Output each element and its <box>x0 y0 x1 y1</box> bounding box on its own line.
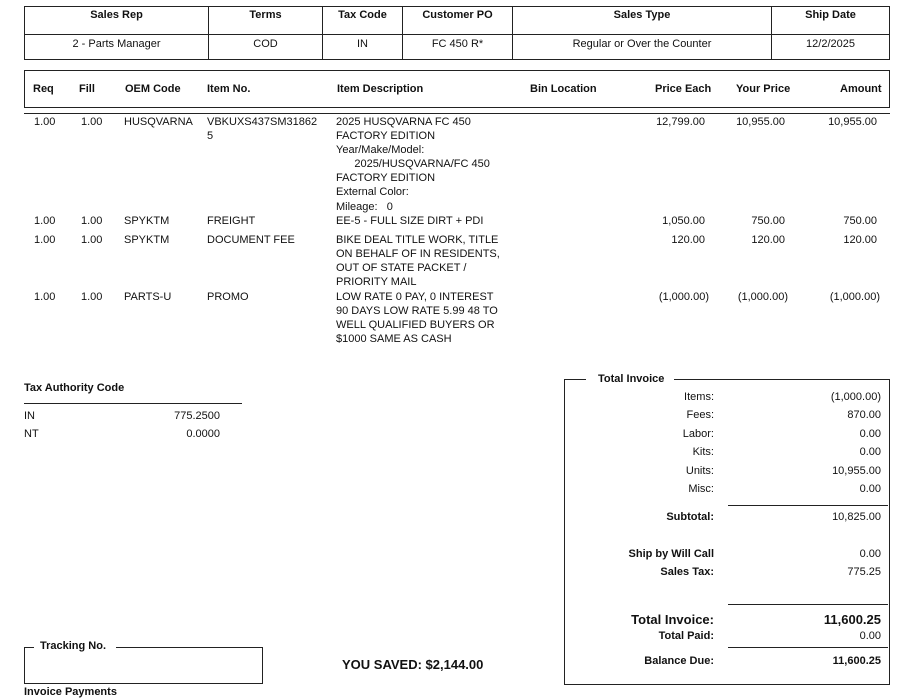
col-bin-location: Bin Location <box>530 83 597 95</box>
row-amount: 120.00 <box>843 234 877 246</box>
row-oem-code: SPYKTM <box>124 234 170 246</box>
tax-code-row-label: IN <box>24 410 35 422</box>
invoice-payments-title: Invoice Payments <box>24 686 117 698</box>
units-value: 10,955.00 <box>832 465 881 477</box>
total-paid-value: 0.00 <box>859 630 881 642</box>
terms-label: Terms <box>249 9 282 21</box>
col-amount: Amount <box>840 83 882 95</box>
items-divider <box>24 113 890 114</box>
row-amount: (1,000.00) <box>829 291 880 303</box>
col-req: Req <box>33 83 54 95</box>
tax-code-label: Tax Code <box>338 9 387 21</box>
header-sales-type <box>513 7 772 59</box>
subtotal-divider <box>728 505 888 506</box>
row-item-no: FREIGHT <box>207 215 256 227</box>
tax-code-row-value: 0.0000 <box>186 428 220 440</box>
subtotal-value: 10,825.00 <box>832 511 881 523</box>
row-your-price: 10,955.00 <box>736 116 785 128</box>
terms-value: COD <box>253 38 278 50</box>
row-fill: 1.00 <box>81 116 103 128</box>
row-item-no: PROMO <box>207 291 249 303</box>
row-amount: 10,955.00 <box>828 116 877 128</box>
row-price-each: 1,050.00 <box>662 215 705 227</box>
sales-rep-label: Sales Rep <box>90 9 143 21</box>
row-oem-code: SPYKTM <box>124 215 170 227</box>
row-desc-line: Mileage: 0 <box>336 201 393 213</box>
invoice-header <box>24 6 890 60</box>
tax-code-row-label: NT <box>24 428 39 440</box>
row-req: 1.00 <box>34 215 56 227</box>
total-paid-label: Total Paid: <box>658 630 714 642</box>
you-saved-text: YOU SAVED: $2,144.00 <box>342 657 484 672</box>
sales-tax-value: 775.25 <box>847 566 881 578</box>
customer-po-label: Customer PO <box>422 9 493 21</box>
col-fill: Fill <box>79 83 95 95</box>
balance-divider <box>728 647 888 648</box>
row-desc-line: FACTORY EDITION <box>336 172 436 184</box>
col-oem-code: OEM Code <box>125 83 181 95</box>
row-req: 1.00 <box>34 116 56 128</box>
row-desc-line: OUT OF STATE PACKET / <box>336 262 467 274</box>
row-req: 1.00 <box>34 291 56 303</box>
row-price-each: (1,000.00) <box>658 291 709 303</box>
row-desc-line: Year/Make/Model: <box>336 144 425 156</box>
fees-value: 870.00 <box>847 409 881 421</box>
fees-label: Fees: <box>686 409 714 421</box>
col-item-description: Item Description <box>337 83 424 95</box>
row-desc-line: 2025/HUSQVARNA/FC 450 <box>336 158 490 170</box>
row-amount: 750.00 <box>843 215 877 227</box>
total-invoice-title: Total Invoice <box>598 373 665 385</box>
misc-value: 0.00 <box>859 483 881 495</box>
col-item-no: Item No. <box>207 83 251 95</box>
header-customer-po <box>403 7 513 59</box>
sales-rep-value: 2 - Parts Manager <box>72 38 161 50</box>
balance-due-label: Balance Due: <box>644 655 714 667</box>
row-item-no-cont: 5 <box>207 130 214 142</box>
ship-date-label: Ship Date <box>805 9 856 21</box>
col-price-each: Price Each <box>655 83 712 95</box>
header-tax-code <box>323 7 403 59</box>
row-req: 1.00 <box>34 234 56 246</box>
misc-label: Misc: <box>688 483 714 495</box>
row-fill: 1.00 <box>81 234 103 246</box>
total-box-top-left <box>564 379 586 380</box>
ship-date-value: 12/2/2025 <box>806 38 855 50</box>
row-price-each: 120.00 <box>671 234 705 246</box>
row-fill: 1.00 <box>81 215 103 227</box>
row-desc-line: PRIORITY MAIL <box>336 276 417 288</box>
row-your-price: 120.00 <box>751 234 785 246</box>
labor-value: 0.00 <box>859 428 881 440</box>
sales-type-value: Regular or Over the Counter <box>572 38 712 50</box>
sales-type-label: Sales Type <box>613 9 671 21</box>
items-label: Items: <box>684 391 714 403</box>
header-ship-date <box>772 7 889 59</box>
tracking-box <box>24 647 263 684</box>
row-oem-code: HUSQVARNA <box>124 116 193 128</box>
row-desc-line: BIKE DEAL TITLE WORK, TITLE <box>336 234 499 246</box>
units-label: Units: <box>685 465 714 477</box>
row-desc-line: 90 DAYS LOW RATE 5.99 48 TO <box>336 305 498 317</box>
balance-due-value: 11,600.25 <box>832 655 881 667</box>
row-desc-line: FACTORY EDITION <box>336 130 436 142</box>
row-desc-line: EE-5 - FULL SIZE DIRT + PDI <box>336 215 484 227</box>
row-item-no: VBKUXS437SM31862 <box>207 116 318 128</box>
tracking-box-top-left <box>24 647 34 648</box>
total-invoice-label: Total Invoice: <box>631 612 714 627</box>
items-table-header <box>24 70 890 108</box>
total-divider <box>728 604 888 605</box>
labor-label: Labor: <box>682 428 714 440</box>
row-desc-line: $1000 SAME AS CASH <box>336 333 452 345</box>
customer-po-value: FC 450 R* <box>431 38 484 50</box>
items-value: (1,000.00) <box>830 391 881 403</box>
row-fill: 1.00 <box>81 291 103 303</box>
row-price-each: 12,799.00 <box>656 116 705 128</box>
tax-code-value: IN <box>357 38 368 50</box>
ship-will-call-label: Ship by Will Call <box>628 548 714 560</box>
tax-authority-title: Tax Authority Code <box>24 382 125 394</box>
row-oem-code: PARTS-U <box>124 291 172 303</box>
row-your-price: (1,000.00) <box>737 291 788 303</box>
row-item-no: DOCUMENT FEE <box>207 234 295 246</box>
tax-authority-divider <box>24 403 242 404</box>
subtotal-label: Subtotal: <box>666 511 714 523</box>
row-desc-line: WELL QUALIFIED BUYERS OR <box>336 319 495 331</box>
ship-will-call-value: 0.00 <box>859 548 881 560</box>
tax-code-row-value: 775.2500 <box>174 410 220 422</box>
header-terms <box>209 7 323 59</box>
row-desc-line: 2025 HUSQVARNA FC 450 <box>336 116 471 128</box>
total-invoice-value: 11,600.25 <box>823 612 881 627</box>
row-your-price: 750.00 <box>751 215 785 227</box>
col-your-price: Your Price <box>736 83 791 95</box>
kits-label: Kits: <box>692 446 714 458</box>
tracking-box-top-right <box>116 647 263 648</box>
sales-tax-label: Sales Tax: <box>660 566 714 578</box>
row-desc-line: LOW RATE 0 PAY, 0 INTEREST <box>336 291 494 303</box>
row-desc-line: ON BEHALF OF IN RESIDENTS, <box>336 248 500 260</box>
header-sales-rep <box>25 7 209 59</box>
row-desc-line: External Color: <box>336 186 409 198</box>
kits-value: 0.00 <box>859 446 881 458</box>
total-box-top-right <box>674 379 890 380</box>
tracking-title: Tracking No. <box>40 640 107 652</box>
